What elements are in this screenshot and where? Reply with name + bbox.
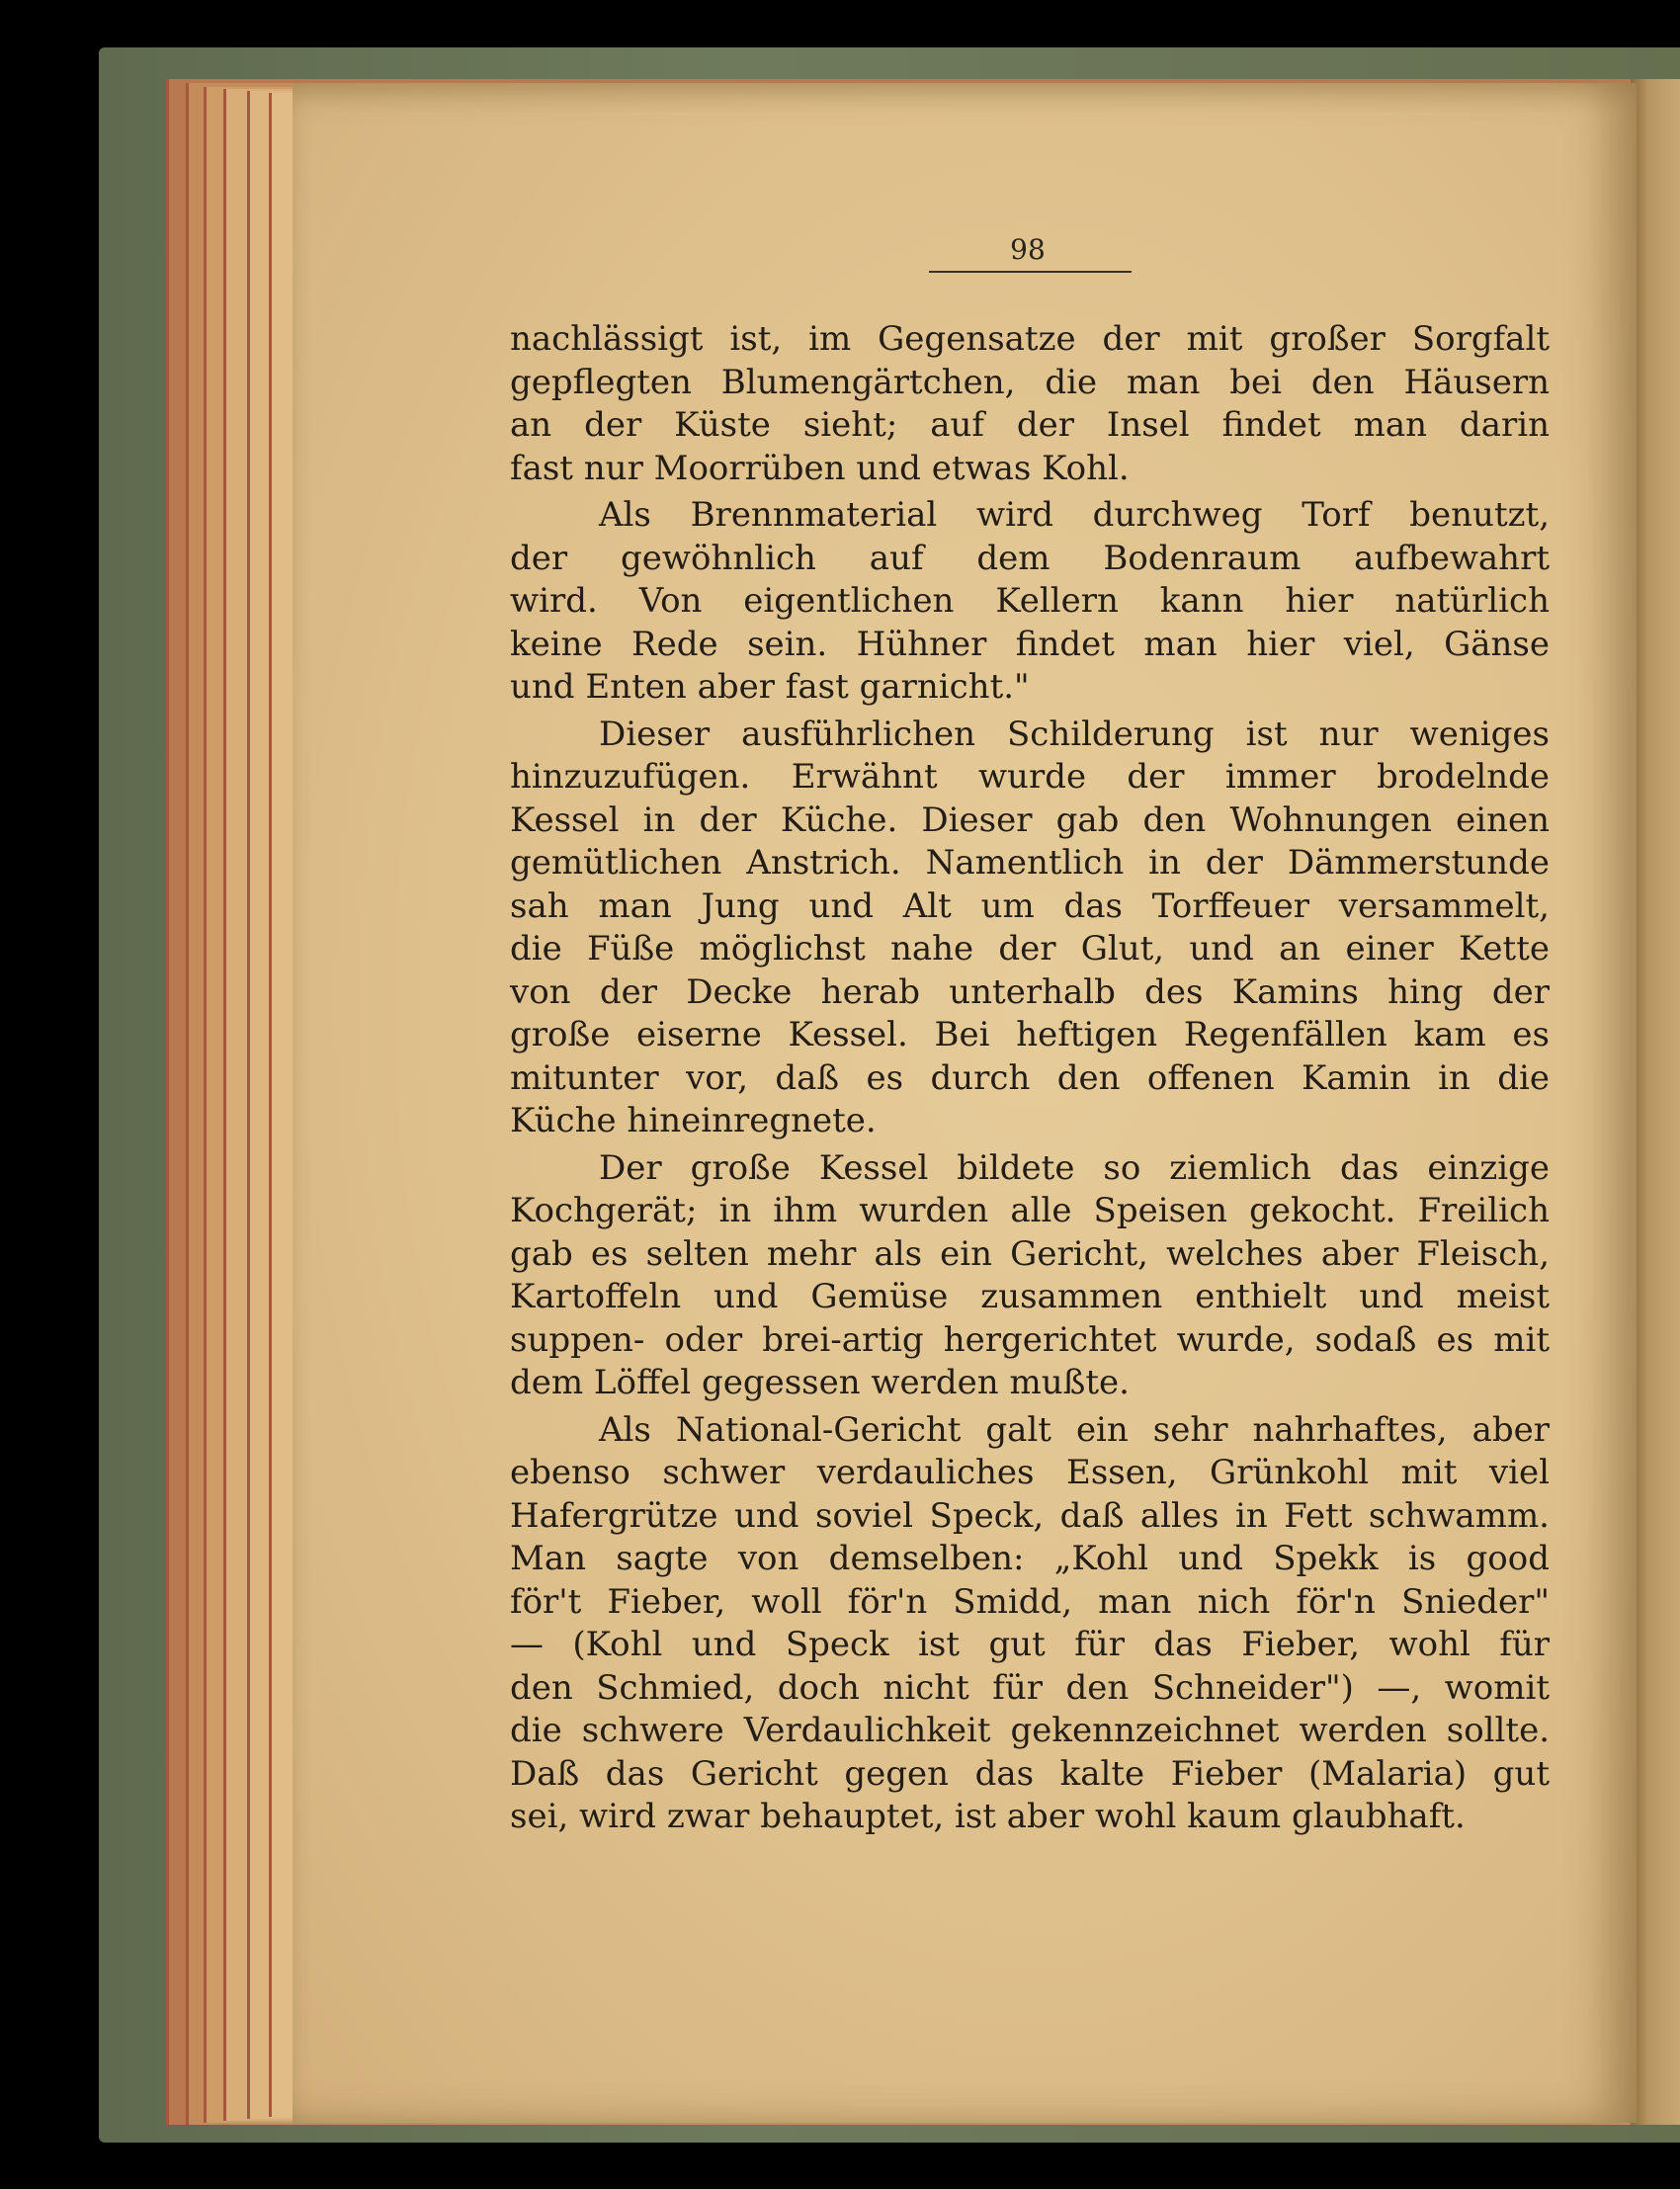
text-line: — (Kohl und Speck ist gut für das Fieber, wohl für: [510, 1625, 1550, 1664]
text-line: Dieser ausführlichen Schilderung ist nur weniges: [599, 714, 1550, 754]
text-line: gemütlichen Anstrich. Namentlich in der Dämmerstunde: [510, 843, 1550, 883]
text-line: Kochgerät; in ihm wurden alle Speisen gekocht. Freilich: [510, 1191, 1550, 1230]
text-line: der gewöhnlich auf dem Bodenraum aufbewahrt: [510, 538, 1550, 578]
text-line: an der Küste sieht; auf der Insel findet man darin: [510, 405, 1550, 445]
page-number: 98: [1010, 233, 1046, 266]
text-line: hinzuzufügen. Erwähnt wurde der immer brodelnde: [510, 757, 1550, 797]
text-line: Als Brennmaterial wird durchweg Torf benutzt,: [599, 495, 1550, 535]
text-line: den Schmied, doch nicht für den Schneider") —, womit: [510, 1667, 1550, 1708]
text-line: gab es selten mehr als ein Gericht, welches aber Fleisch,: [510, 1233, 1550, 1274]
text-line: wird. Von eigentlichen Kellern kann hier natürlich: [510, 581, 1550, 621]
text-line: keine Rede sein. Hühner findet man hier viel, Gänse: [510, 624, 1550, 664]
text-line: und Enten aber fast garnicht.": [510, 667, 1030, 707]
text-line: Kessel in der Küche. Dieser gab den Wohnungen einen: [510, 800, 1550, 840]
page-number-rule: [929, 271, 1132, 273]
text-line: suppen- oder brei-artig hergerichtet wurde, sodaß es mit: [510, 1319, 1550, 1360]
text-line: sah man Jung und Alt um das Torffeuer versammelt,: [510, 885, 1550, 926]
text-line: die schwere Verdaulichkeit gekennzeichnet werden sollte.: [510, 1711, 1550, 1750]
text-line: Man sagte von demselben: „Kohl und Spekk is good: [510, 1539, 1550, 1578]
text-line: die Füße möglichst nahe der Glut, und an einer Kette: [510, 929, 1550, 968]
text-line: Küche hineinregnete.: [510, 1101, 877, 1140]
book-gutter: [1631, 79, 1680, 2125]
text-line: Der große Kessel bildete so ziemlich das einzige: [599, 1147, 1550, 1188]
text-line: sei, wird zwar behauptet, ist aber wohl kaum glaubhaft.: [510, 1797, 1466, 1836]
text-line: große eiserne Kessel. Bei heftigen Regenfällen kam es: [510, 1015, 1550, 1054]
text-line: Daß das Gericht gegen das kalte Fieber (Malaria) gut: [510, 1753, 1550, 1794]
text-line: för't Fieber, woll för'n Smidd, man nich för'n Snieder": [510, 1581, 1550, 1622]
text-line: nachlässigt ist, im Gegensatze der mit großer Sorgfalt: [510, 319, 1550, 359]
text-line: von der Decke herab unterhalb des Kamins hing der: [510, 971, 1550, 1012]
text-line: fast nur Moorrüben und etwas Kohl.: [510, 448, 1130, 488]
body-text: [510, 318, 1550, 1839]
text-line: ebenso schwer verdauliches Essen, Grünkohl mit viel: [510, 1453, 1550, 1492]
text-line: Hafergrütze und soviel Speck, daß alles in Fett schwamm.: [510, 1495, 1550, 1536]
text-line: mitunter vor, daß es durch den offenen Kamin in die: [510, 1057, 1550, 1098]
text-line: dem Löffel gegessen werden mußte.: [510, 1363, 1130, 1402]
text-line: gepflegten Blumengärtchen, die man bei den Häusern: [510, 362, 1550, 402]
text-line: Als National-Gericht galt ein sehr nahrhaftes, aber: [599, 1409, 1550, 1450]
text-line: Kartoffeln und Gemüse zusammen enthielt und meist: [510, 1277, 1550, 1316]
